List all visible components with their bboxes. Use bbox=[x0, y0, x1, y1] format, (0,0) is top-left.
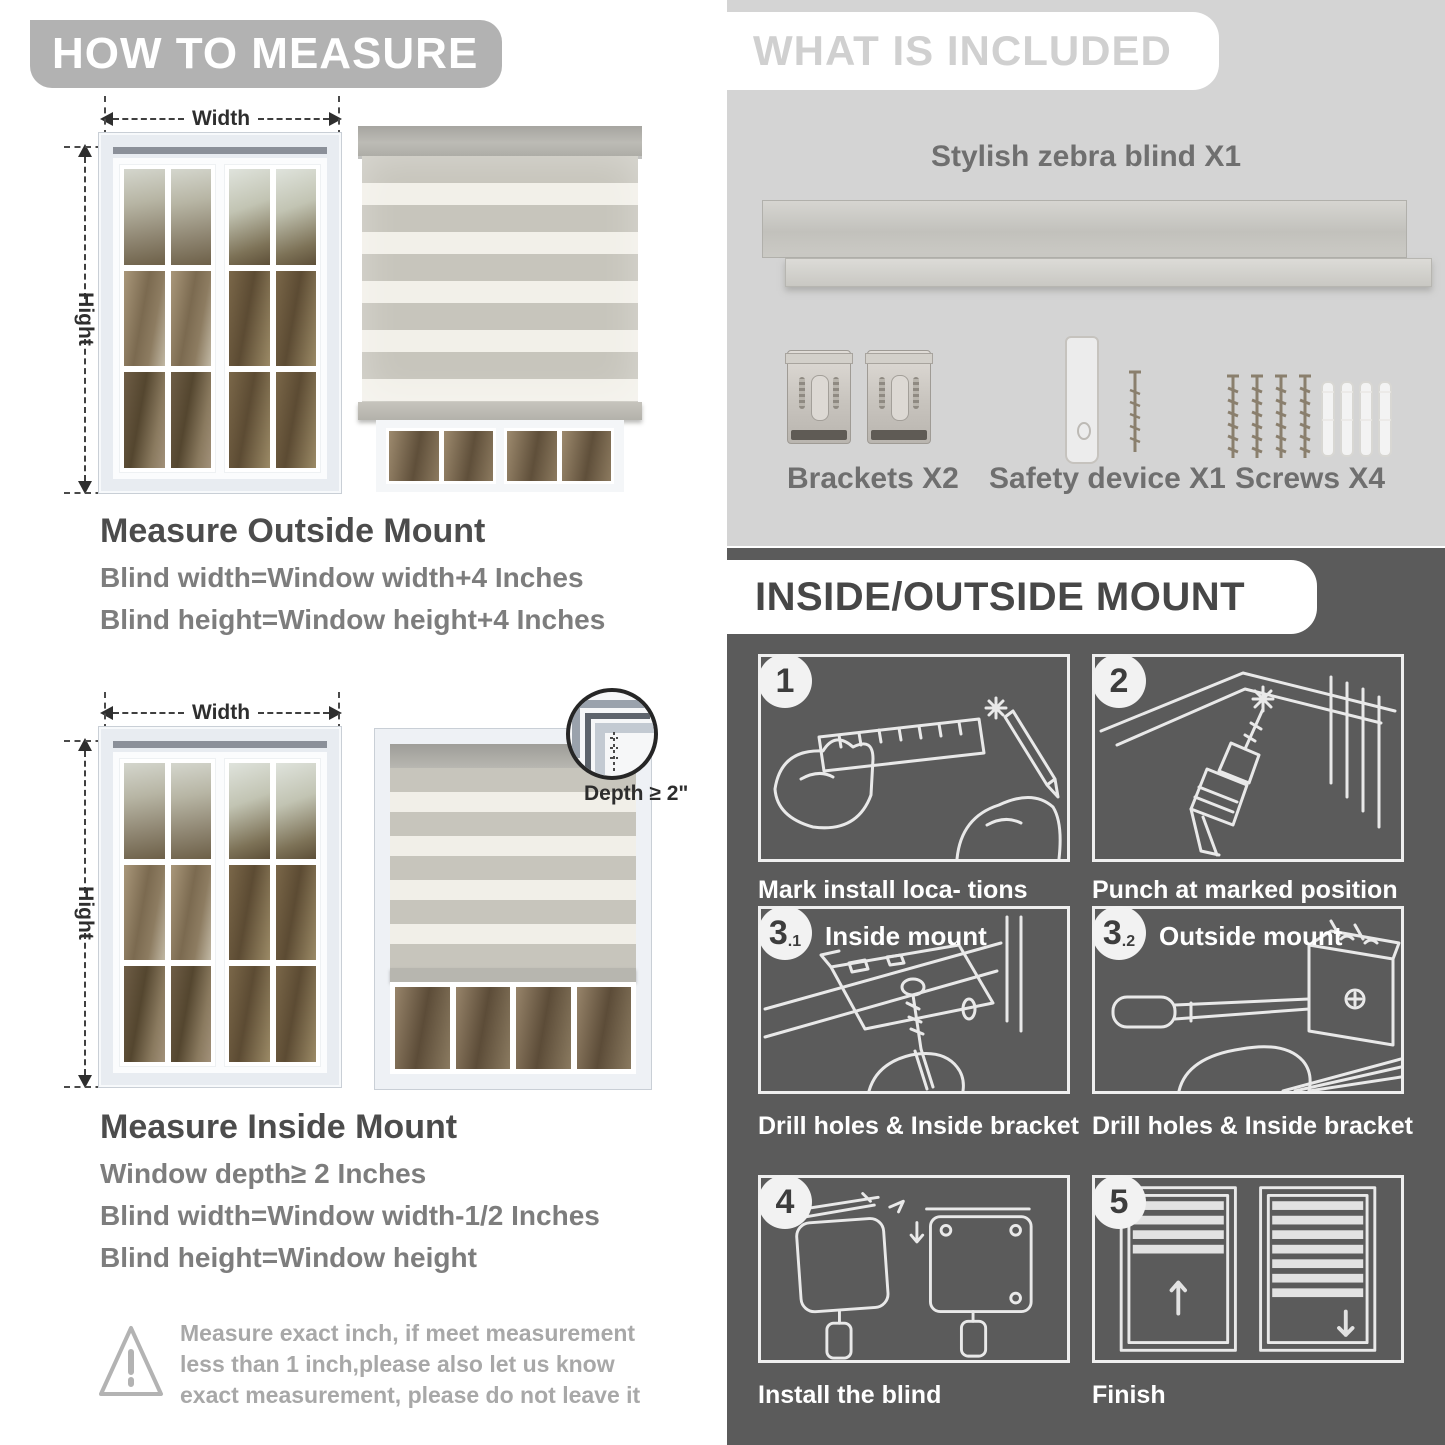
arrowhead-left bbox=[100, 706, 113, 720]
width-label: Width bbox=[191, 107, 251, 130]
height-label: Hight bbox=[74, 292, 97, 346]
window-photo-outside bbox=[98, 132, 342, 494]
window-casement-right bbox=[224, 758, 321, 1067]
step-caption-2: Punch at marked position bbox=[1092, 876, 1398, 904]
step-caption-1: Mark install loca- tions bbox=[758, 876, 1028, 904]
blind-shade-stripes bbox=[362, 156, 638, 402]
width-arrow-outside bbox=[100, 108, 342, 130]
inside-mount-line2: Blind width=Window width-1/2 Inches bbox=[100, 1200, 600, 1231]
brackets-label: Brackets X2 bbox=[787, 462, 959, 495]
step-number-badge: 3 .1 bbox=[758, 906, 812, 960]
window-below-blind bbox=[390, 982, 636, 1074]
arrowhead-right bbox=[329, 706, 342, 720]
window-casement-right bbox=[224, 164, 321, 473]
step-panel-3-1 bbox=[758, 906, 1070, 1094]
exclamation-triangle-icon bbox=[95, 1312, 167, 1406]
bracket-item bbox=[787, 350, 851, 444]
step-caption-3-2: Drill holes & Inside bracket bbox=[1092, 1112, 1413, 1140]
measure-warning-text: Measure exact inch, if meet measurement less than 1 inch,please also let us know exact measurement, please do not leave it bbox=[180, 1320, 641, 1408]
height-label: Hight bbox=[74, 886, 97, 940]
what-is-included-header: WHAT IS INCLUDED bbox=[727, 12, 1219, 90]
how-to-measure-header: HOW TO MEASURE bbox=[30, 20, 502, 88]
blind-headrail-product bbox=[762, 200, 1407, 258]
step-caption-5: Finish bbox=[1092, 1381, 1166, 1409]
extent-tick bbox=[104, 96, 106, 136]
window-casement-left bbox=[119, 164, 216, 473]
blind-headrail-lip bbox=[785, 258, 1432, 287]
what-is-included-section bbox=[727, 0, 1445, 546]
height-arrow-inside bbox=[74, 738, 96, 1088]
outside-mount-line1: Blind width=Window width+4 Inches bbox=[100, 562, 584, 593]
window-corner-detail-icon bbox=[570, 692, 654, 776]
arrowhead-left bbox=[100, 112, 113, 126]
screws-icon bbox=[1221, 372, 1317, 464]
extent-tick bbox=[338, 96, 340, 136]
step-panel-2 bbox=[1092, 654, 1404, 862]
safety-device-label: Safety device X1 bbox=[989, 462, 1226, 495]
blind-bottom-rail bbox=[390, 968, 636, 982]
window-track bbox=[113, 147, 327, 154]
mount-section-header: INSIDE/OUTSIDE MOUNT bbox=[727, 560, 1317, 634]
mount-steps-section bbox=[727, 548, 1445, 1445]
window-track bbox=[113, 741, 327, 748]
width-arrow-inside bbox=[100, 702, 342, 724]
step-number-badge: 3 .2 bbox=[1092, 906, 1146, 960]
outside-mount-line2: Blind height=Window height+4 Inches bbox=[100, 604, 606, 635]
inside-mount-tag: Inside mount bbox=[825, 921, 987, 951]
width-label: Width bbox=[191, 701, 251, 724]
step-number-badge: 1 bbox=[758, 654, 812, 708]
inside-mount-title: Measure Inside Mount bbox=[100, 1108, 458, 1146]
zebra-blind-photo-outside bbox=[362, 126, 638, 496]
depth-label: Depth ≥ 2" bbox=[584, 782, 689, 805]
blind-bottom-rail bbox=[358, 402, 642, 420]
window-casement-left bbox=[119, 758, 216, 1067]
step-panel-1 bbox=[758, 654, 1070, 862]
inside-mount-line3: Blind height=Window height bbox=[100, 1242, 477, 1273]
outside-mount-tag: Outside mount bbox=[1159, 921, 1343, 951]
extent-tick bbox=[338, 692, 340, 730]
step-number-badge: 2 bbox=[1092, 654, 1146, 708]
safety-screw-icon bbox=[1125, 368, 1145, 458]
window-below-blind bbox=[376, 420, 624, 492]
screws-label: Screws X4 bbox=[1235, 462, 1386, 495]
arrowhead-right bbox=[329, 112, 342, 126]
step-caption-3-1: Drill holes & Inside bracket bbox=[758, 1112, 1079, 1140]
step-number-badge: 4 bbox=[758, 1175, 812, 1229]
depth-callout-circle bbox=[566, 688, 658, 780]
step-panel-4 bbox=[758, 1175, 1070, 1363]
zebra-blind-quantity-label: Stylish zebra blind X1 bbox=[930, 140, 1242, 173]
extent-tick bbox=[104, 692, 106, 730]
window-photo-inside bbox=[98, 726, 342, 1088]
height-arrow-outside bbox=[74, 144, 96, 494]
wall-anchors-icon bbox=[1319, 378, 1395, 460]
step-number-badge: 5 bbox=[1092, 1175, 1146, 1229]
blind-headrail bbox=[358, 126, 642, 156]
safety-device-item bbox=[1065, 336, 1099, 464]
step-panel-3-2 bbox=[1092, 906, 1404, 1094]
bracket-item bbox=[867, 350, 931, 444]
inside-mount-line1: Window depth≥ 2 Inches bbox=[100, 1158, 427, 1189]
step-panel-5 bbox=[1092, 1175, 1404, 1363]
step-caption-4: Install the blind bbox=[758, 1381, 942, 1409]
outside-mount-title: Measure Outside Mount bbox=[100, 512, 486, 550]
